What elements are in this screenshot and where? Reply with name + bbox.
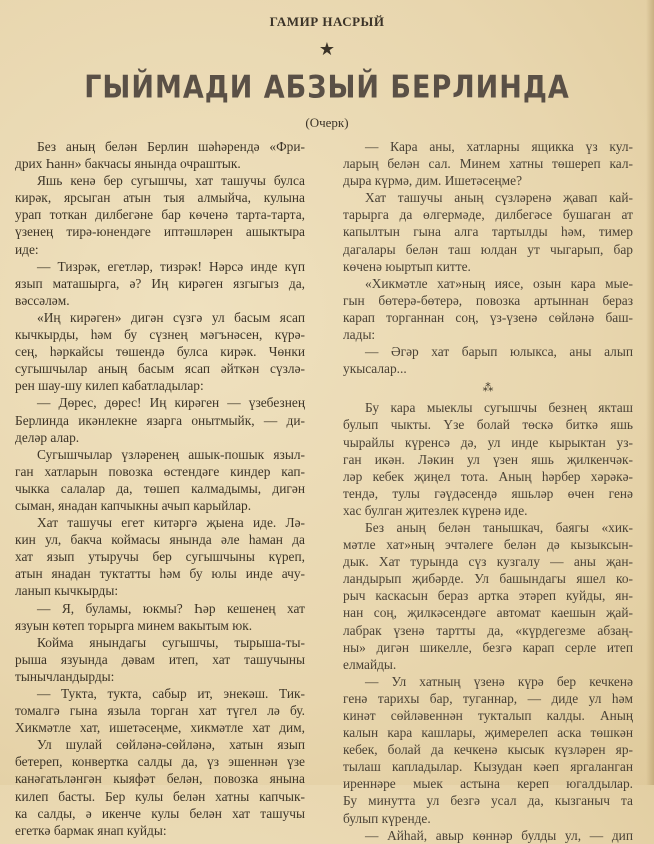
text-line: дык. Хат турында сүз кузгалу — аны җан-	[343, 554, 633, 570]
text-line: укысалар...	[343, 361, 407, 377]
text-line: карап торганнан соң, үз-үзенә сөйләнә баш-	[343, 309, 633, 325]
star-ornament-icon: ★	[318, 39, 336, 60]
text-line: сыман, янадан капчыкны ачып карыйлар.	[15, 497, 252, 513]
text-line: — Тукта, тукта, сабыр ит, энекәш. Тик-	[37, 686, 305, 701]
text-line: тынычландырды:	[15, 668, 115, 684]
text-line: калын кара кашлары, җимерелеп аска төшкән	[343, 725, 633, 741]
text-line: Без аның белән танышкач, баягы «хик-	[365, 519, 633, 535]
text-line: килеп басты. Бер кулы белән хатны капчык-	[15, 788, 305, 804]
text-line: тылаш капладылар. Кызудан кәеп яргаланган	[343, 759, 633, 775]
text-line: вәссәләм.	[15, 292, 70, 308]
text-line: — Дөрес, дөрес! Иң кирәген — үзебезнең	[37, 395, 305, 411]
text-line: ләр кебек җиңел тота. Аның һәрбер хәрәкә-	[343, 468, 633, 484]
text-line: тарырга да өлгермәде, дилбегәсе бушаган ат	[343, 207, 633, 223]
text-line: иде:	[15, 241, 39, 257]
text-line: атын янадан туктатты һәм бу юлы инде ачу-	[15, 566, 305, 582]
text-line: ланып кычкырды:	[15, 583, 119, 599]
text-line: кирәк, ярсыган атын тыя алмыйча, кулына	[15, 190, 305, 206]
text-line: көченә юыртып китте.	[343, 258, 471, 274]
text-line: Ул шулай сөйләнә-сөйләнә, хатын язып	[37, 737, 305, 753]
text-line: — Тизрәк, егетләр, тизрәк! Нәрсә инде күп	[37, 258, 305, 274]
text-line: бетереп, конвертка салды да, үз эшеннән үзе	[15, 754, 305, 770]
text-line: Сугышчылар үзләренең ашык-пошык языл-	[37, 446, 305, 462]
text-line: Берлинда икәнлекне язарга онытмыйк, — ди-	[15, 412, 305, 428]
text-line: хат язып утыручы бер сугышчыны күреп,	[15, 549, 305, 565]
text-line: — Ул хатның үзенә күрә бер кечкенә	[365, 673, 633, 689]
text-line: томалгә гына языла торган хат түгел лә бу.	[15, 703, 305, 719]
text-line: рыч каскасын бераз артка этәреп куйды, ян-	[343, 588, 633, 604]
text-line: сең, һәркайсы төшендә булса кирәк. Чөнки	[15, 344, 305, 360]
text-line: Хикмәтле хат, ишетәсеңме, хикмәтле хат дим,	[15, 720, 305, 736]
text-line: кин ул, бакча коймасы янында әле һаман да	[15, 532, 305, 548]
text-line: дрих Һанн» бакчасы янында очраштык.	[15, 156, 241, 172]
text-line: — Әгәр хат барып юлыкса, аны алып	[365, 344, 633, 360]
text-line: Койма янындагы сугышчы, тырыша-ты-	[37, 634, 305, 650]
text-line: ны» дигән шикелле, безгә карап серле итеп	[343, 639, 633, 655]
article-title: ГЫЙМАДИ АБЗЫЙ БЕРЛИНДА	[84, 69, 570, 106]
text-line: тендә, тулы гәүдәсендә яшьләр өчен генә	[343, 485, 633, 501]
text-line: — Я, буламы, юкмы? Һәр кешенең хат	[37, 600, 305, 616]
text-line: кычкырды, һәм бу сүзнең мәгънәсен, күрә-	[15, 327, 305, 343]
right-text-column	[343, 138, 633, 844]
author-name: ГАМИР НАСРЫЙ	[269, 14, 385, 29]
text-line: чырайлы күренсә дә, ул инде кырыктан уз-	[343, 434, 633, 450]
text-line: булып чыкты. Үзе болай төскә биткә яшь	[343, 417, 633, 433]
text-line: хас булган җитезлек күренә иде.	[343, 502, 528, 518]
text-line: иреннәре мыек астына кереп югалдылар.	[343, 776, 633, 792]
text-line: сугышчылар аның басым ясап әйткән сүзлә-	[15, 361, 305, 377]
text-line: ка салды, ә икенче кулы белән хат ташучы	[15, 805, 305, 821]
left-text-column	[15, 138, 305, 839]
text-line: Хат ташучы егет китәргә җыена иде. Лә-	[37, 515, 305, 531]
text-line: елмайды.	[343, 656, 397, 672]
text-line: рен шау-шу килеп кабатладылар:	[15, 378, 204, 394]
text-line: язып маташырга, ә? Иң кирәген язгыгыз да,	[15, 275, 305, 291]
text-line: канәгатьләнгән кыяфәт белән, повозка янына	[15, 771, 305, 787]
text-line: дагалары белән таш юлдан ут чыгарып, бар	[343, 241, 633, 257]
text-line: деләр алар.	[15, 429, 80, 445]
article-genre: (Очерк)	[305, 115, 349, 130]
text-line: лады:	[343, 327, 376, 343]
text-line: ган икән. Ләкин ул үзен яшь җилкенчәк-	[343, 451, 633, 467]
text-line: нан соң, җилкәсендәге автомат каешын җай-	[343, 605, 633, 621]
text-line: үзенең тирә-юнендәге иптәшләрен ашыктыра	[15, 224, 305, 240]
text-line: Бу минутта ул безгә усал да, кызганыч та	[343, 793, 633, 809]
text-line: язуын көтеп торырга минем вакытым юк.	[15, 617, 253, 633]
text-line: дыра күрмә, дим. Ишетәсеңме?	[343, 173, 523, 189]
text-line: Яшь кенә бер сугышчы, хат ташучы булса	[37, 173, 305, 189]
text-line: кебек, болай да кечкенә кысык күзләрен яр-	[343, 742, 633, 758]
text-line: — Кара аны, хатларны ящикка үз кул-	[365, 139, 633, 154]
text-line: рыша язуында дәвам итеп, хат ташучыны	[15, 651, 305, 667]
text-line: «Иң кирәген» дигән сүзгә ул басым ясап	[37, 309, 305, 325]
text-line: егеткә бармак янап куйды:	[15, 822, 167, 838]
text-line: булып күренде.	[343, 810, 431, 826]
text-line: Бу кара мыеклы сугышчы безнең якташ	[365, 400, 633, 416]
text-line: генә тарихы бар, туганнар, — диде ул һәм	[343, 690, 633, 706]
text-line: мәтле хат»ның эчтәлеге белән дә кызыксын-	[343, 537, 633, 553]
text-line: ларың белән сал. Минем хатны төшереп кал-	[343, 156, 633, 172]
text-line: — Айһай, авыр көннәр булды ул, — дип	[365, 827, 633, 843]
section-separator-icon: ⁂	[482, 382, 494, 395]
text-line: капылтын гына алга тартылды һәм, тимер	[343, 224, 633, 240]
text-line: ландырып җибәрде. Ул башындагы яшел ко-	[343, 571, 633, 587]
text-line: «Хикмәтле хат»ның иясе, озын кара мые-	[365, 275, 633, 291]
text-line: Без аның белән Берлин шәһәрендә «Фри-	[37, 139, 305, 154]
text-line: урап тоткан дилбегәне бар көченә тарта-тарта,	[15, 207, 305, 223]
text-line: гын бөтерә-бөтерә, повозка артыннан бераз	[343, 292, 633, 308]
text-line: Хат ташучы аның сүзләренә җавап кай-	[365, 190, 633, 206]
text-line: чыкка салалар да, төшеп калмадымы, дигән	[15, 480, 305, 496]
text-line: лабрак үзенә тартты да, «күрдегезме абзаң-	[343, 622, 633, 638]
text-line: кинәт сөйләвеннән тукталып калды. Аның	[343, 708, 633, 723]
text-line: ган хатларын повозка өстендәге киндер кап-	[15, 463, 305, 479]
